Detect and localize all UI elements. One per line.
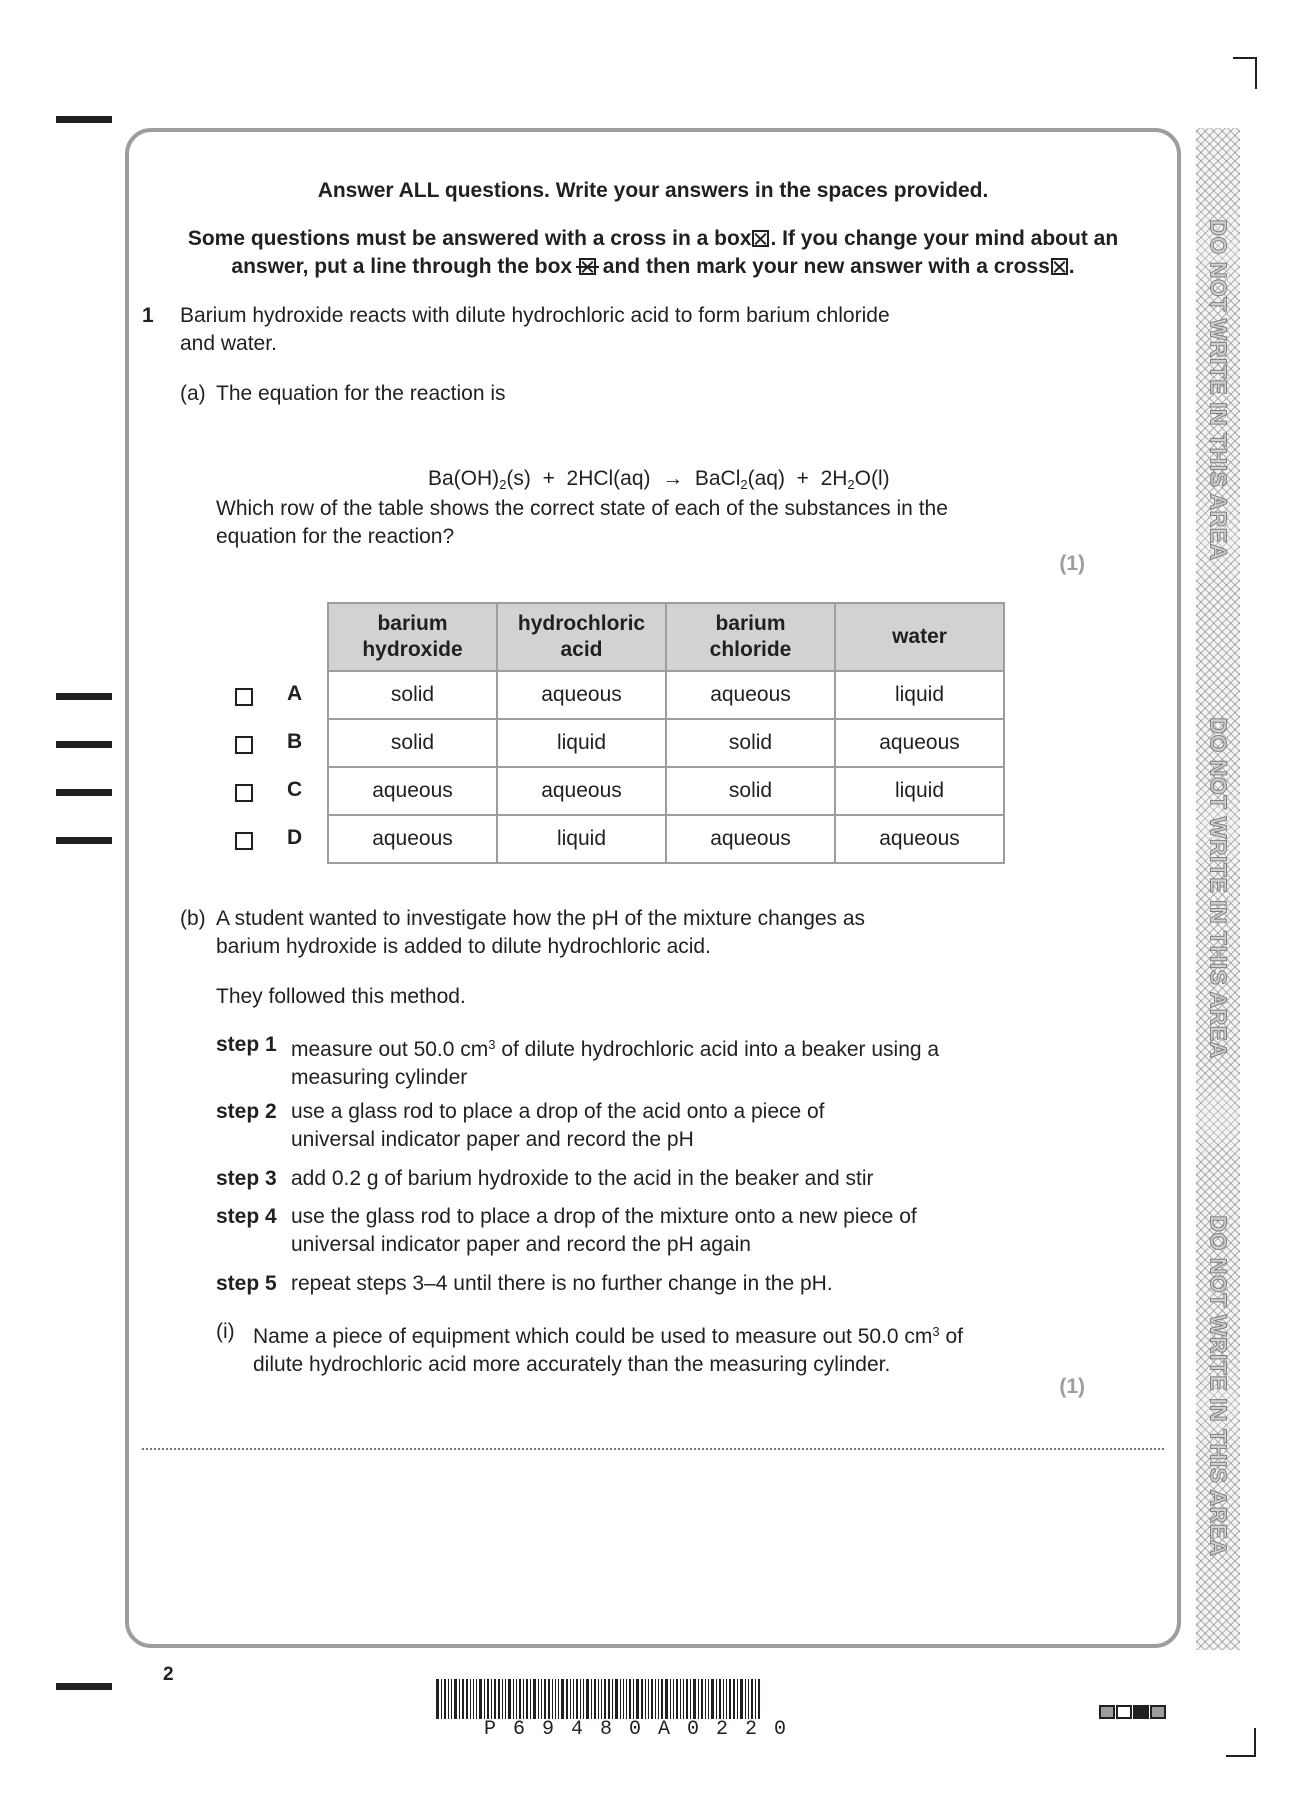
do-not-write-label: DO NOT WRITE IN THIS AREA [1205, 717, 1232, 1059]
barcode [436, 1679, 872, 1719]
page-number: 2 [163, 1664, 174, 1685]
table-row [328, 767, 1004, 815]
instructions-line-2: Some questions must be answered with a cross in a box . If you change your mind about an [187, 227, 1119, 250]
struck-through-box-icon [579, 258, 596, 275]
table-cell: aqueous [835, 719, 1004, 767]
table-cell: liquid [497, 815, 666, 863]
chemical-equation: $Ba(OH)_2(s) + 2HCl(aq)$ → BaCl$_2$(aq) + $2H_2O(l)$ [428, 467, 890, 492]
table-cell: aqueous [328, 767, 497, 815]
answer-checkbox[interactable] [235, 688, 253, 706]
method-intro: They followed this method. [216, 985, 466, 1008]
page-indicator-square [1150, 1705, 1166, 1719]
instructions-line-3: answer, put a line through the box and then mark your new answer with a cross . [231, 255, 1075, 278]
table-row [328, 671, 1004, 719]
page-indicator-square [1133, 1705, 1149, 1719]
column-header: hydrochloric acid [497, 603, 666, 671]
table-cell: aqueous [497, 767, 666, 815]
table-row [328, 815, 1004, 863]
crop-mark-top-right [1233, 57, 1257, 59]
crossed-box-icon [752, 230, 769, 247]
option-letter: C [287, 778, 303, 801]
part-a-prompt: Which row of the table shows the correct state of each of the substances in the equation for the reaction? [216, 497, 948, 548]
page-indicator-square [1099, 1705, 1115, 1719]
answer-checkbox[interactable] [235, 784, 253, 802]
option-letter: B [287, 730, 303, 753]
states-table [327, 602, 1005, 864]
margin-mark [56, 741, 112, 748]
option-letter: D [287, 826, 303, 849]
crop-mark-top-right [1255, 57, 1257, 89]
table-cell: liquid [835, 767, 1004, 815]
sub-part-i-text: Name a piece of equipment which could be used to measure out 50.0 $cm^3$ of dilute hydrochloric acid more accurately than the measuring cylinder. [253, 1324, 963, 1376]
barcode-text: P69480A0220 [484, 1718, 804, 1741]
table-cell: solid [328, 671, 497, 719]
table-row [328, 719, 1004, 767]
marks-indicator: (1) [1059, 552, 1085, 575]
step-text: add 0.2 g of barium hydroxide to the acid in the beaker and stir [291, 1167, 874, 1190]
table-cell: aqueous [666, 671, 835, 719]
question-number: 1 [142, 304, 154, 327]
table-cell: liquid [497, 719, 666, 767]
option-letter: A [287, 682, 303, 705]
do-not-write-label: DO NOT WRITE IN THIS AREA [1205, 1215, 1232, 1557]
column-header: water [835, 603, 1004, 671]
answer-line[interactable] [142, 1448, 1164, 1450]
part-a-label: (a) [180, 382, 206, 405]
crop-mark-bottom-right [1254, 1728, 1256, 1757]
margin-mark [56, 1683, 112, 1690]
table-cell: aqueous [497, 671, 666, 719]
part-b-intro: A student wanted to investigate how the pH of the mixture changes as barium hydroxide is added to dilute hydrochloric acid. [216, 907, 866, 958]
step-text: use the glass rod to place a drop of the mixture onto a new piece of universal indicator paper and record the pH again [291, 1205, 917, 1256]
crop-mark-bottom-right [1226, 1755, 1256, 1757]
step-label: step 3 [216, 1167, 277, 1190]
crossed-box-icon [1051, 258, 1068, 275]
step-label: step 5 [216, 1272, 277, 1295]
table-cell: aqueous [328, 815, 497, 863]
table-cell: solid [666, 767, 835, 815]
margin-mark [56, 693, 112, 700]
margin-mark [56, 789, 112, 796]
table-cell: solid [666, 719, 835, 767]
answer-checkbox[interactable] [235, 736, 253, 754]
sub-part-i-label: (i) [216, 1320, 235, 1343]
answer-checkbox[interactable] [235, 832, 253, 850]
do-not-write-label: DO NOT WRITE IN THIS AREA [1205, 219, 1232, 561]
part-b-label: (b) [180, 907, 206, 930]
page-indicator-square [1116, 1705, 1132, 1719]
marks-indicator: (1) [1059, 1375, 1085, 1398]
instructions-line-1 [125, 177, 1181, 205]
table-cell: aqueous [835, 815, 1004, 863]
column-header: barium hydroxide [328, 603, 497, 671]
step-text: measure out 50.0 $cm^3$ of dilute hydrochloric acid into a beaker using a measuring cylinder [291, 1037, 940, 1089]
instructions-text: Answer ALL questions. Write your answers in the spaces provided. [317, 179, 989, 202]
margin-mark [56, 116, 112, 123]
part-a-intro: The equation for the reaction is [216, 382, 506, 405]
step-text: use a glass rod to place a drop of the acid onto a piece of universal indicator paper and record the pH [291, 1100, 825, 1151]
step-text: repeat steps 3–4 until there is no further change in the pH. [291, 1272, 833, 1295]
table-cell: aqueous [666, 815, 835, 863]
table-header-row [328, 603, 1004, 671]
table-cell: solid [328, 719, 497, 767]
step-label: step 4 [216, 1205, 277, 1228]
step-label: step 1 [216, 1033, 277, 1056]
column-header: barium chloride [666, 603, 835, 671]
step-label: step 2 [216, 1100, 277, 1123]
question-stem: Barium hydroxide reacts with dilute hydrochloric acid to form barium chloride and water. [180, 304, 890, 355]
table-cell: liquid [835, 671, 1004, 719]
margin-mark [56, 837, 112, 844]
